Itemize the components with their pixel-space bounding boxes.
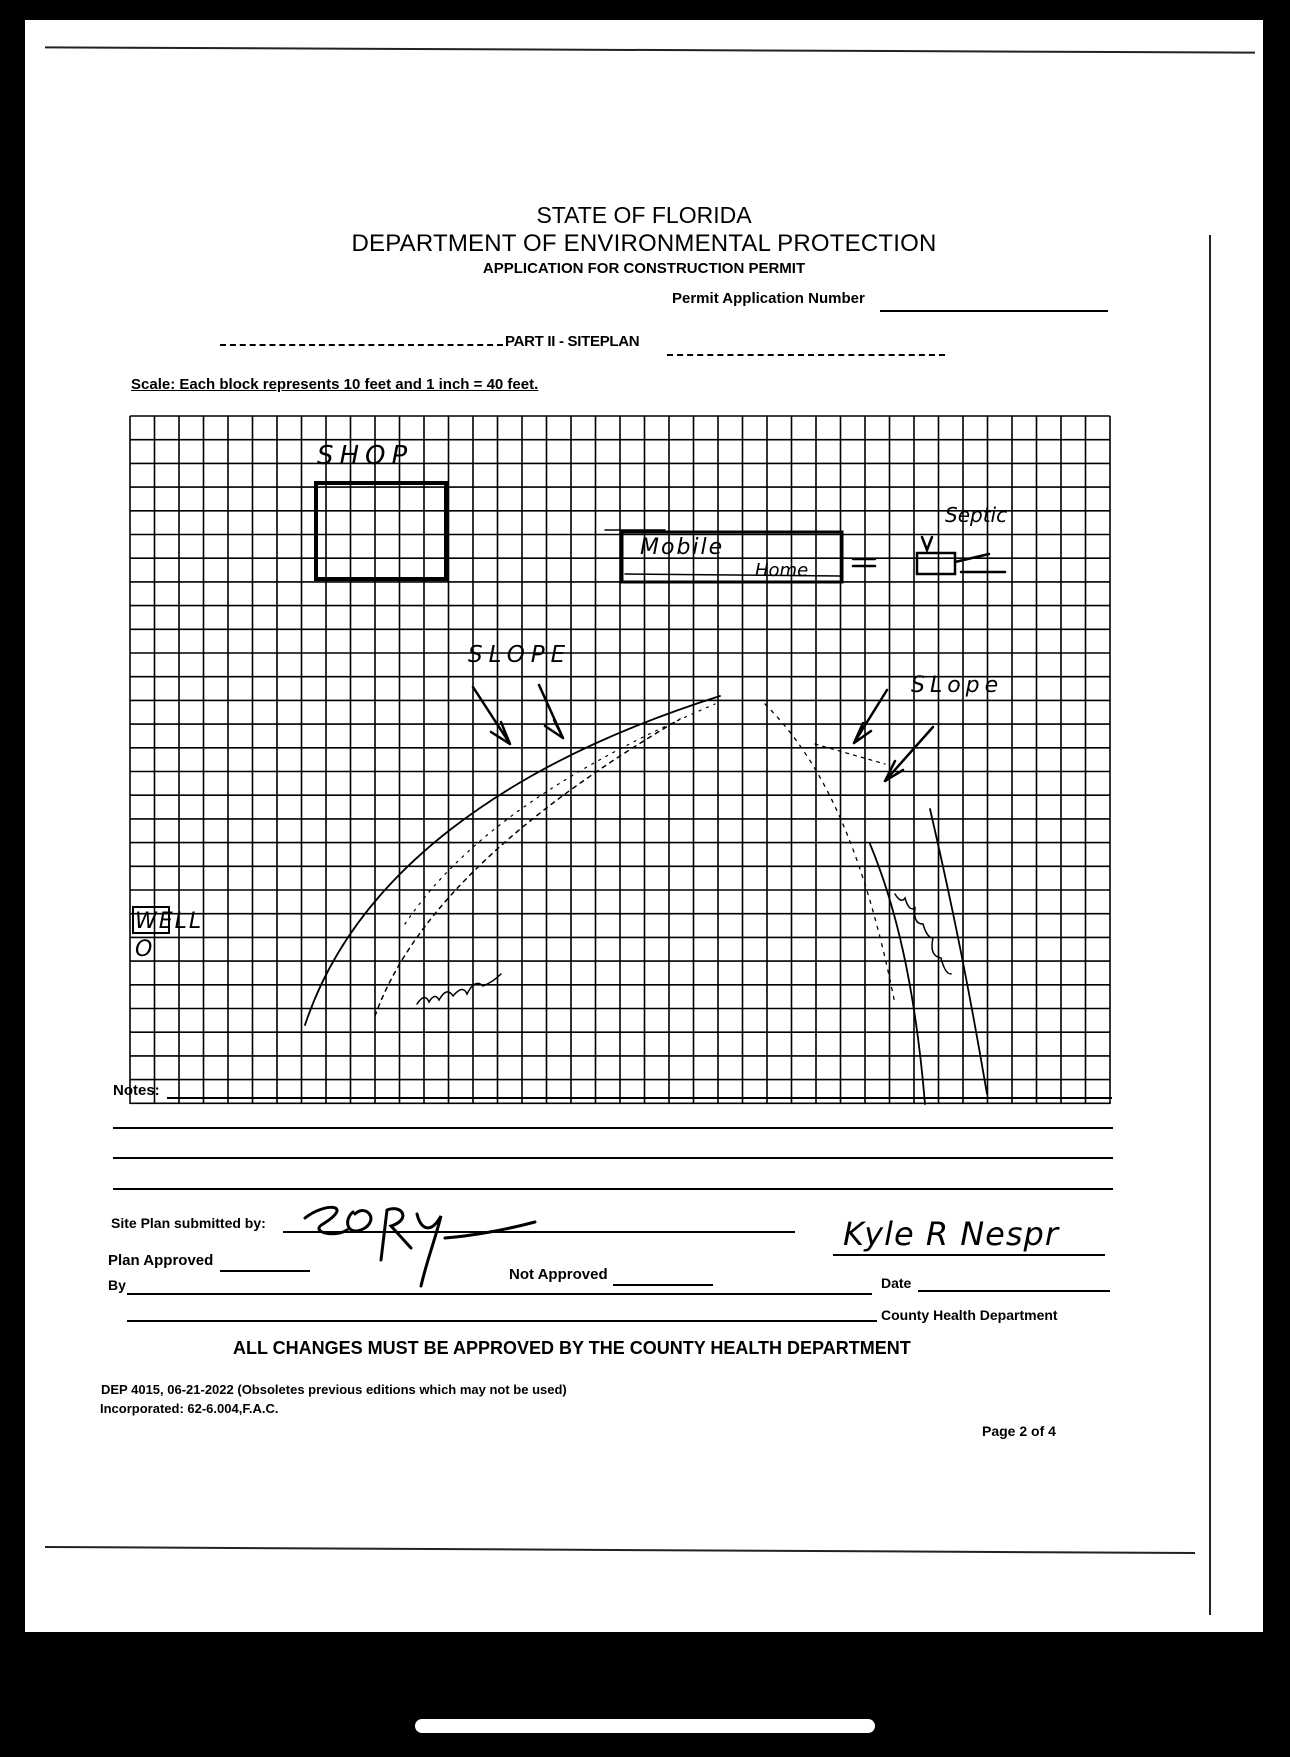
shop-label: SHOP <box>317 441 414 471</box>
plan-approved-label: Plan Approved <box>108 1252 214 1269</box>
top-scan-line <box>45 46 1255 53</box>
date-label: Date <box>881 1275 912 1291</box>
part-dash-left <box>220 344 503 346</box>
slope-arrow-2 <box>539 685 563 738</box>
notes-line-2 <box>113 1127 1113 1129</box>
health-dept-line <box>127 1320 877 1322</box>
date-line <box>918 1290 1110 1292</box>
permit-number-line <box>880 310 1108 312</box>
site-plan-grid <box>125 404 1125 1124</box>
slope-arrow-1 <box>473 687 510 744</box>
part-label: PART II - SITEPLAN <box>505 333 640 350</box>
well-marker: O <box>135 937 153 962</box>
incorporated-note: Incorporated: 62-6.004,F.A.C. <box>100 1401 279 1416</box>
not-approved-label: Not Approved <box>509 1266 608 1283</box>
application-title: APPLICATION FOR CONSTRUCTION PERMIT <box>482 260 806 277</box>
notes-line-1 <box>167 1097 1112 1099</box>
submitted-by-label: Site Plan submitted by: <box>111 1215 266 1231</box>
by-label: By <box>108 1277 126 1293</box>
bottom-scan-line <box>45 1546 1195 1554</box>
not-approved-line <box>613 1284 713 1286</box>
home-indicator[interactable] <box>415 1719 875 1733</box>
septic-label: Septic <box>945 503 1008 527</box>
document-page <box>25 20 1263 1632</box>
agent-signature-line <box>833 1254 1105 1256</box>
slope-arrow-4 <box>885 727 933 781</box>
applicant-signature <box>295 1190 555 1300</box>
approval-notice: ALL CHANGES MUST BE APPROVED BY THE COUNTY HEALTH DEPARTMENT <box>233 1338 911 1358</box>
state-title: STATE OF FLORIDA <box>536 202 752 228</box>
slope-arrow-3 <box>854 690 887 743</box>
county-health-label: County Health Department <box>881 1307 1058 1323</box>
notes-line-4 <box>113 1188 1113 1190</box>
well-label: WELL <box>135 909 204 934</box>
right-scan-edge <box>1209 235 1211 1615</box>
by-line <box>127 1293 872 1295</box>
plan-approved-line <box>220 1270 310 1272</box>
notes-line-3 <box>113 1157 1113 1159</box>
form-id: DEP 4015, 06-21-2022 (Obsoletes previous editions which may not be used) <box>101 1382 567 1397</box>
page-number: Page 2 of 4 <box>982 1423 1056 1439</box>
permit-number-label: Permit Application Number <box>672 290 865 307</box>
mobile-label: Mobile <box>640 535 725 560</box>
notes-label: Notes: <box>113 1082 160 1099</box>
home-label: Home <box>755 560 809 581</box>
scale-note: Scale: Each block represents 10 feet and 1 inch = 40 feet. <box>131 376 539 393</box>
slope-left-label: SLOPE <box>468 642 572 668</box>
agent-signature: Kyle R Nespr <box>843 1215 1059 1253</box>
septic-box <box>917 553 955 574</box>
shop-outline <box>316 483 446 579</box>
part-dash-right <box>667 354 945 356</box>
slope-right-label: SLope <box>911 673 1004 698</box>
department-title: DEPARTMENT OF ENVIRONMENTAL PROTECTION <box>351 230 937 257</box>
